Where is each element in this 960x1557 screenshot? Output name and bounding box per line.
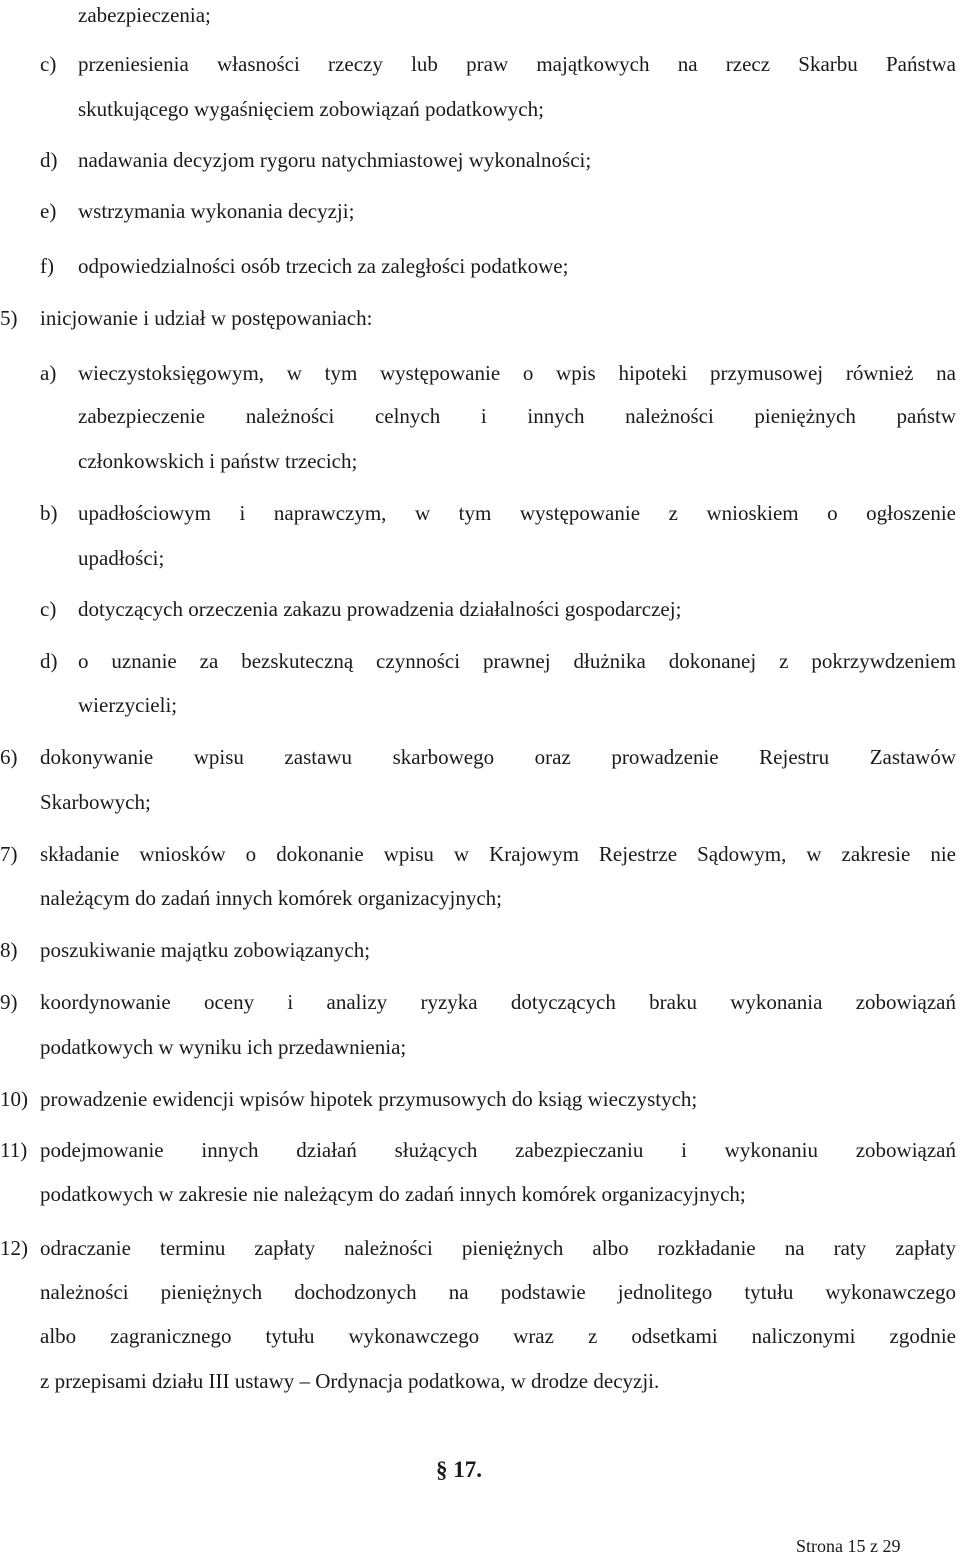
list-label: a) [40, 361, 57, 385]
text-line: inicjowanie i udział w postępowaniach: [40, 306, 373, 330]
list-label: f) [40, 254, 54, 278]
text-line: należącym do zadań innych komórek organizacyjnych; [40, 886, 503, 910]
text-line: prowadzenie ewidencji wpisów hipotek przymusowych do ksiąg wieczystych; [40, 1087, 698, 1111]
text-line: podejmowanie innych działań służących zabezpieczaniu i wykonaniu zobowiązań [40, 1138, 956, 1162]
text-line: zabezpieczenie należności celnych i innych należności pieniężnych państw [78, 404, 956, 428]
text-line: należności pieniężnych dochodzonych na podstawie jednolitego tytułu wykonawczego [40, 1280, 956, 1304]
text-line: nadawania decyzjom rygoru natychmiastowej wykonalności; [78, 148, 592, 172]
text-line: skutkującego wygaśnięciem zobowiązań podatkowych; [78, 97, 544, 121]
list-label: 11) [0, 1138, 28, 1162]
text-line: składanie wniosków o dokonanie wpisu w Krajowym Rejestrze Sądowym, w zakresie nie [40, 842, 956, 866]
text-line: o uznanie za bezskuteczną czynności prawnej dłużnika dokonanej z pokrzywdzeniem [78, 649, 956, 673]
list-label: 6) [0, 745, 18, 769]
list-label: d) [40, 649, 58, 673]
list-label: d) [40, 148, 58, 172]
text-line: koordynowanie oceny i analizy ryzyka dotyczących braku wykonania zobowiązań [40, 990, 956, 1014]
list-label: c) [40, 52, 57, 76]
list-label: 7) [0, 842, 18, 866]
list-label: b) [40, 501, 58, 525]
text-line: wstrzymania wykonania decyzji; [78, 199, 355, 223]
text-line: dokonywanie wpisu zastawu skarbowego oraz prowadzenie Rejestru Zastawów [40, 745, 956, 769]
text-line: wierzycieli; [78, 693, 178, 717]
list-label: e) [40, 199, 57, 223]
list-label: c) [40, 597, 57, 621]
text-line: wieczystoksięgowym, w tym występowanie o wpis hipoteki przymusowej również na [78, 361, 956, 385]
text-line: przeniesienia własności rzeczy lub praw majątkowych na rzecz Skarbu Państwa [78, 52, 956, 76]
list-label: 8) [0, 938, 18, 962]
text-line: Skarbowych; [40, 790, 151, 814]
text-line: odpowiedzialności osób trzecich za zaległości podatkowe; [78, 254, 569, 278]
list-label: 12) [0, 1236, 28, 1260]
text-line: upadłości; [78, 546, 165, 570]
text-line: dotyczących orzeczenia zakazu prowadzenia działalności gospodarczej; [78, 597, 682, 621]
text-line: odraczanie terminu zapłaty należności pieniężnych albo rozkładanie na raty zapłaty [40, 1236, 956, 1260]
list-label: 5) [0, 306, 18, 330]
text-line: upadłościowym i naprawczym, w tym występowanie z wnioskiem o ogłoszenie [78, 501, 956, 525]
page-number: Strona 15 z 29 [796, 1536, 901, 1556]
text-line: podatkowych w zakresie nie należącym do zadań innych komórek organizacyjnych; [40, 1182, 746, 1206]
list-label: 9) [0, 990, 18, 1014]
text-line: zabezpieczenia; [78, 3, 211, 27]
text-line: podatkowych w wyniku ich przedawnienia; [40, 1035, 407, 1059]
text-line: poszukiwanie majątku zobowiązanych; [40, 938, 371, 962]
text-line: albo zagranicznego tytułu wykonawczego wraz z odsetkami naliczonymi zgodnie [40, 1324, 956, 1348]
section-heading: § 17. [436, 1457, 482, 1482]
text-line: członkowskich i państw trzecich; [78, 449, 358, 473]
text-line: z przepisami działu III ustawy – Ordynacja podatkowa, w drodze decyzji. [40, 1369, 660, 1393]
list-label: 10) [0, 1087, 28, 1111]
